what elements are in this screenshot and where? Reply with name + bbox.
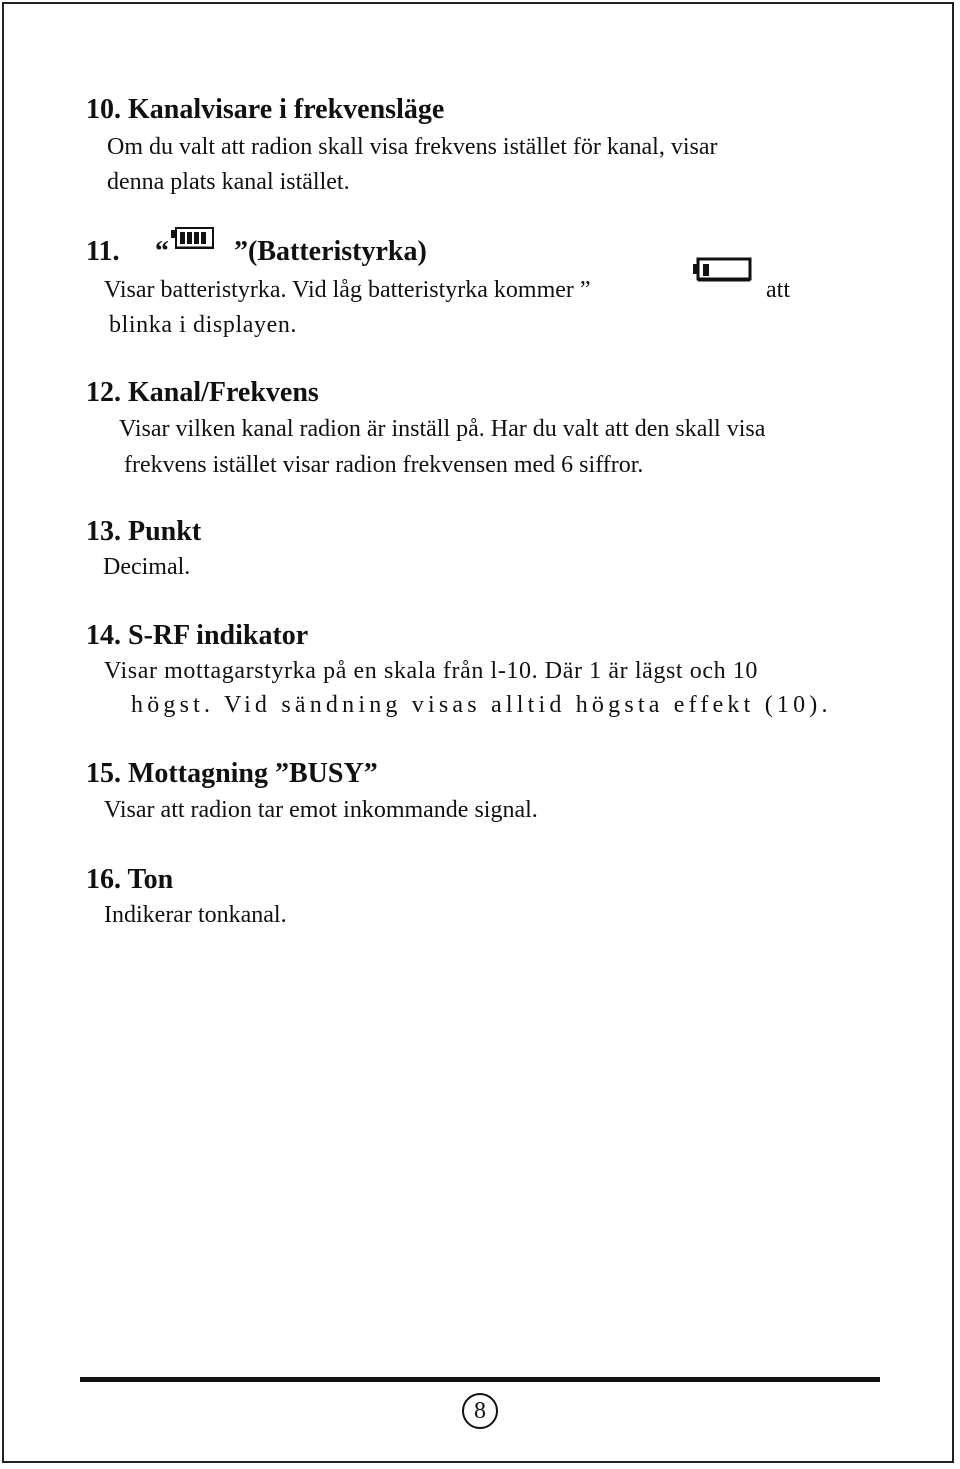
section-11-text-line-2: blinka i displayen. (109, 312, 298, 338)
page-frame (2, 2, 954, 1463)
section-13-heading: 13. Punkt (86, 516, 202, 547)
section-12-text-line-2: frekvens istället visar radion frekvensen med 6 siffror. (124, 452, 644, 478)
battery-low-icon (692, 257, 752, 283)
section-10-text-line-2: denna plats kanal istället. (107, 169, 350, 195)
section-10-text-line-1: Om du valt att radion skall visa frekvens istället för kanal, visar (107, 134, 718, 160)
section-12-text-line-1: Visar vilken kanal radion är inställ på. Har du valt att den skall visa (119, 416, 766, 442)
page-number: 8 (462, 1393, 498, 1429)
section-15-text-line-1: Visar att radion tar emot inkommande signal. (104, 797, 538, 823)
footer-rule (80, 1377, 880, 1382)
section-14-text-line-2: högst. Vid sändning visas alltid högsta effekt (10). (131, 692, 832, 718)
section-12-heading: 12. Kanal/Frekvens (86, 377, 319, 408)
section-11-text-line-1: Visar batteristyrka. Vid låg batteristyrka kommer ” (104, 277, 591, 303)
section-16-text-line-1: Indikerar tonkanal. (104, 902, 287, 928)
section-10-heading: 10. Kanalvisare i frekvensläge (86, 94, 445, 125)
battery-full-icon (170, 227, 214, 249)
section-15-heading: 15. Mottagning ”BUSY” (86, 758, 378, 789)
section-14-heading: 14. S-RF indikator (86, 620, 309, 651)
section-11-heading: ”(Batteristyrka) (234, 236, 427, 267)
section-11-text-line-1-end: att (766, 277, 790, 303)
section-11-number: 11. (86, 236, 120, 267)
section-11-open-quote: “ (155, 236, 169, 267)
section-13-text-line-1: Decimal. (103, 554, 191, 580)
section-14-text-line-1: Visar mottagarstyrka på en skala från l-10. Där 1 är lägst och 10 (104, 658, 759, 684)
section-16-heading: 16. Ton (86, 864, 174, 895)
